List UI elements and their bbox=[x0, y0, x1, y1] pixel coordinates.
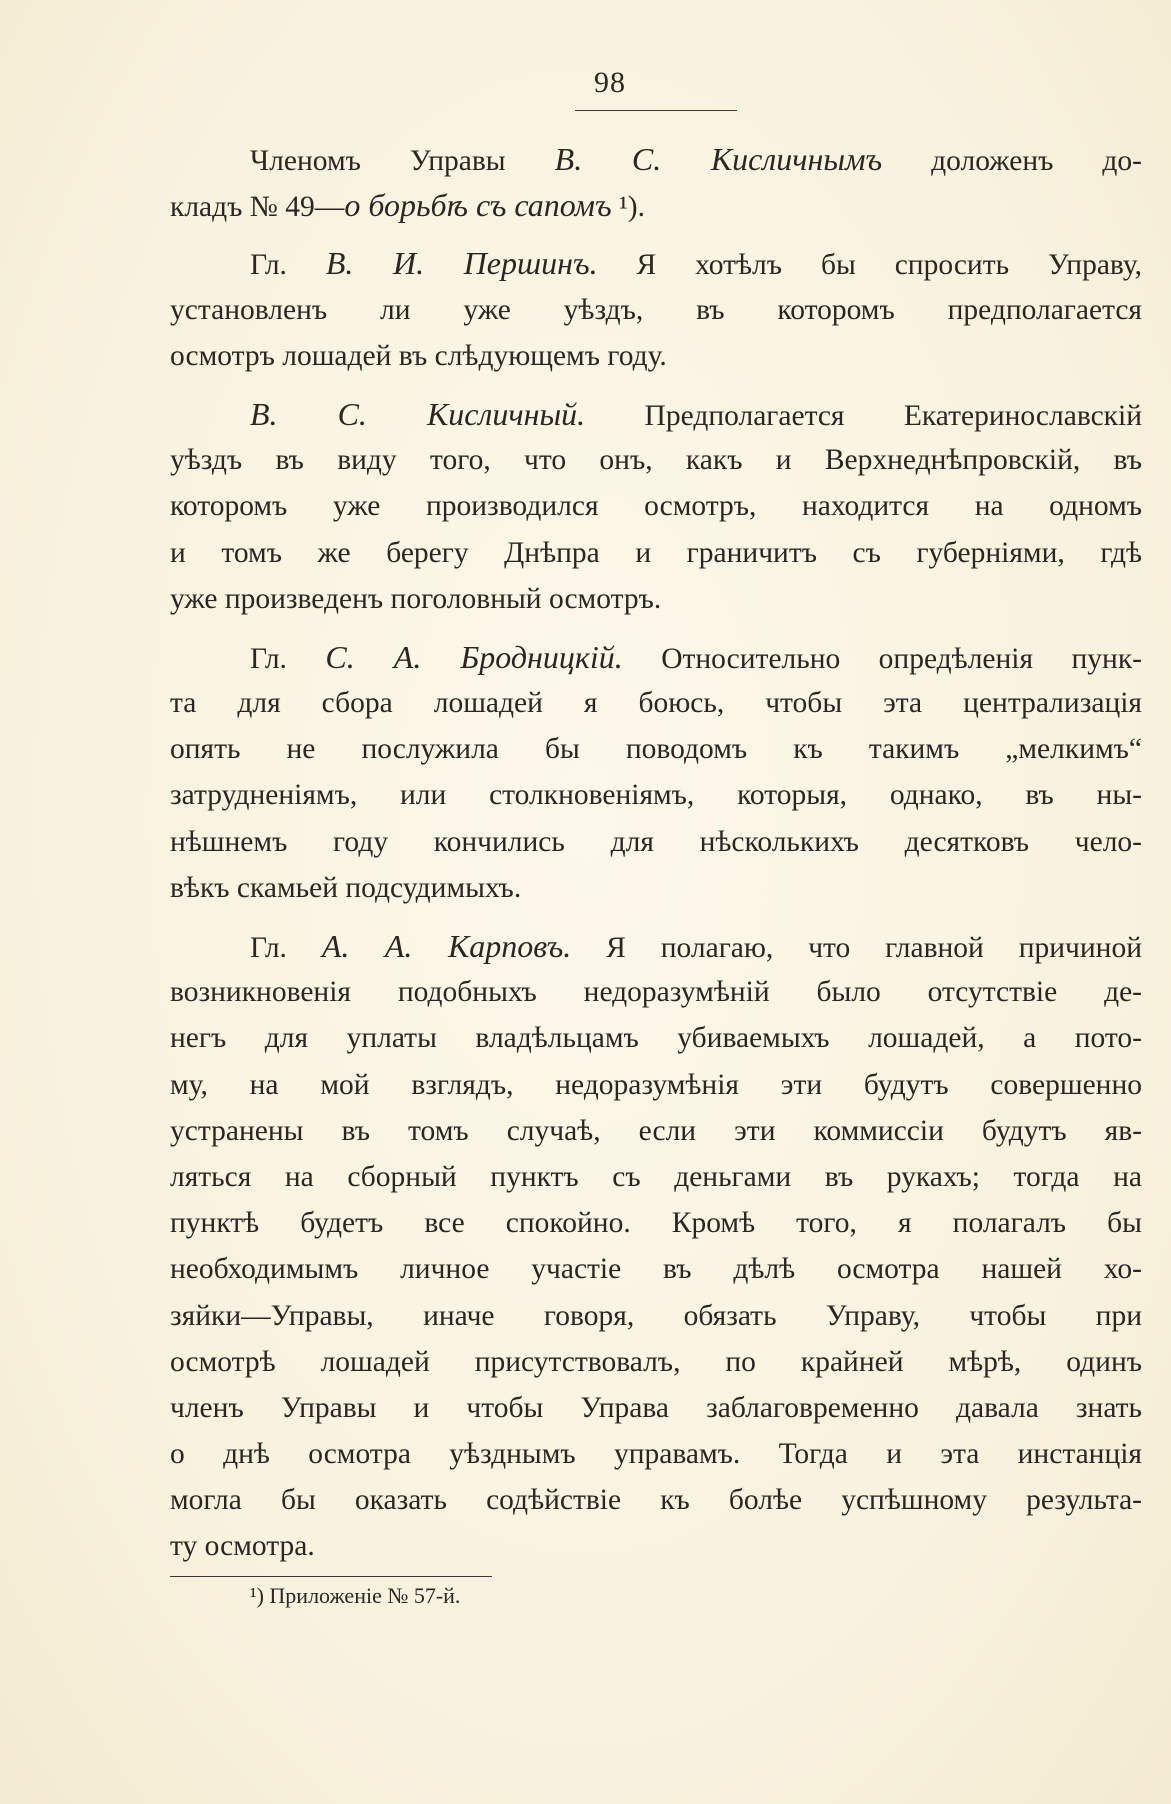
line-text: уѣздъ въ виду того, что онъ, какъ и Верхнеднѣпровскій, въ bbox=[170, 444, 1142, 477]
line-text: пунктѣ будетъ все спокойно. Кромѣ того, я полагалъ бы bbox=[170, 1207, 1142, 1240]
line-text: Я хотѣлъ бы спросить Управу, bbox=[597, 249, 1143, 282]
line-text: Гл. bbox=[250, 249, 326, 282]
text-line bbox=[170, 1154, 1142, 1200]
speaker-name: А. А. Карповъ. bbox=[321, 928, 572, 964]
text-line bbox=[170, 240, 1142, 286]
line-text: Гл. bbox=[250, 642, 326, 675]
text-line bbox=[170, 1477, 1142, 1523]
page-number: 98 bbox=[594, 66, 626, 99]
text-line bbox=[170, 1062, 1142, 1108]
line-text: могла бы оказать содѣйствіе къ болѣе успѣшному результа- bbox=[170, 1484, 1142, 1517]
speaker-name: С. А. Бродницкій. bbox=[325, 638, 623, 675]
text-line bbox=[170, 136, 1142, 182]
text-line bbox=[170, 1293, 1142, 1339]
text-line bbox=[170, 1523, 1142, 1569]
line-text: затрудненіямъ, или столкновеніямъ, которыя, однако, въ ны- bbox=[170, 779, 1142, 812]
line-text: и томъ же берегу Днѣпра и граничитъ съ губерніями, гдѣ bbox=[170, 536, 1142, 569]
text-line bbox=[170, 969, 1142, 1015]
line-text: доложенъ до- bbox=[882, 145, 1143, 177]
text-line bbox=[170, 1385, 1142, 1431]
footnote: ¹) Приложеніе № 57-й. bbox=[250, 1583, 461, 1608]
text-line bbox=[170, 1339, 1142, 1385]
line-text: о днѣ осмотра уѣзднымъ управамъ. Тогда и эта инстанція bbox=[170, 1438, 1142, 1471]
text-line bbox=[170, 483, 1142, 529]
line-text: необходимымъ личное участіе въ дѣлѣ осмотра нашей хо- bbox=[170, 1253, 1142, 1286]
speaker-name: В. С. Кисличнымъ bbox=[554, 141, 883, 177]
text-line bbox=[170, 726, 1142, 772]
speaker-name: о борьбѣ съ сапомъ bbox=[344, 187, 612, 224]
paragraph-gap bbox=[170, 228, 1142, 240]
line-text: возникновенія подобныхъ недоразумѣній было отсутствіе де- bbox=[170, 976, 1142, 1009]
body-text bbox=[170, 136, 1142, 1570]
paragraph-gap bbox=[170, 379, 1142, 391]
line-text: негъ для уплаты владѣльцамъ убиваемыхъ лошадей, а пото- bbox=[170, 1022, 1142, 1055]
text-line bbox=[170, 530, 1142, 576]
line-text: ¹). bbox=[611, 191, 645, 224]
paragraph bbox=[170, 391, 1142, 622]
text-line bbox=[170, 819, 1142, 865]
text-line bbox=[170, 1200, 1142, 1246]
line-text: зяйки—Управы, иначе говоря, обязать Управу, чтобы при bbox=[170, 1299, 1142, 1332]
text-line bbox=[170, 680, 1142, 726]
text-line bbox=[170, 576, 1142, 622]
text-line bbox=[170, 182, 1142, 228]
text-line bbox=[170, 634, 1142, 680]
paragraph bbox=[170, 634, 1142, 911]
paragraph bbox=[170, 136, 1142, 228]
text-line bbox=[170, 923, 1142, 969]
line-text: членъ Управы и чтобы Управа заблаговременно давала знать bbox=[170, 1391, 1142, 1424]
text-line bbox=[170, 1015, 1142, 1061]
line-text: которомъ уже производился осмотръ, находится на одномъ bbox=[170, 490, 1142, 523]
line-text: устранены въ томъ случаѣ, если эти коммиссіи будутъ яв- bbox=[170, 1114, 1142, 1147]
text-line bbox=[170, 1431, 1142, 1477]
page-number-rule bbox=[575, 110, 737, 111]
paragraph-gap bbox=[170, 622, 1142, 634]
line-text: опять не послужила бы поводомъ къ такимъ „мелкимъ“ bbox=[170, 733, 1142, 766]
line-text: уже произведенъ поголовный осмотръ. bbox=[170, 582, 662, 615]
speaker-name: В. С. Кисличный. bbox=[250, 395, 586, 432]
line-text: Гл. bbox=[250, 932, 322, 964]
line-text: ту осмотра. bbox=[170, 1530, 315, 1563]
line-text: Я полагаю, что главной причиной bbox=[571, 932, 1143, 964]
line-text: вѣкъ скамьей подсудимыхъ. bbox=[170, 871, 522, 904]
paragraph bbox=[170, 923, 1142, 1570]
line-text: осмотръ лошадей въ слѣдующемъ году. bbox=[170, 339, 667, 372]
line-text: Относительно опредѣленія пунк- bbox=[622, 642, 1142, 675]
line-text: Членомъ Управы bbox=[250, 145, 555, 177]
text-line bbox=[170, 333, 1142, 379]
line-text: нѣшнемъ году кончились для нѣсколькихъ десятковъ чело- bbox=[170, 825, 1142, 858]
text-line bbox=[170, 1246, 1142, 1292]
paragraph-gap bbox=[170, 911, 1142, 923]
paragraph bbox=[170, 240, 1142, 379]
text-line bbox=[170, 772, 1142, 818]
speaker-name: В. И. Першинъ. bbox=[325, 245, 598, 282]
text-line bbox=[170, 1108, 1142, 1154]
line-text: установленъ ли уже уѣздъ, въ которомъ предполагается bbox=[170, 293, 1142, 326]
line-text: ляться на сборный пунктъ съ деньгами въ рукахъ; тогда на bbox=[170, 1160, 1142, 1193]
line-text: та для сбора лошадей я боюсь, чтобы эта централизація bbox=[170, 687, 1142, 720]
line-text: му, на мой взглядъ, недоразумѣнія эти будутъ совершенно bbox=[170, 1068, 1142, 1101]
text-line bbox=[170, 287, 1142, 333]
line-text: осмотрѣ лошадей присутствовалъ, по крайней мѣрѣ, одинъ bbox=[170, 1345, 1142, 1378]
text-line bbox=[170, 391, 1142, 437]
line-text: кладъ № 49— bbox=[170, 191, 345, 224]
footnote-rule bbox=[170, 1576, 492, 1577]
text-line bbox=[170, 865, 1142, 911]
line-text: Предполагается Екатеринославскій bbox=[585, 399, 1142, 432]
text-line bbox=[170, 437, 1142, 483]
